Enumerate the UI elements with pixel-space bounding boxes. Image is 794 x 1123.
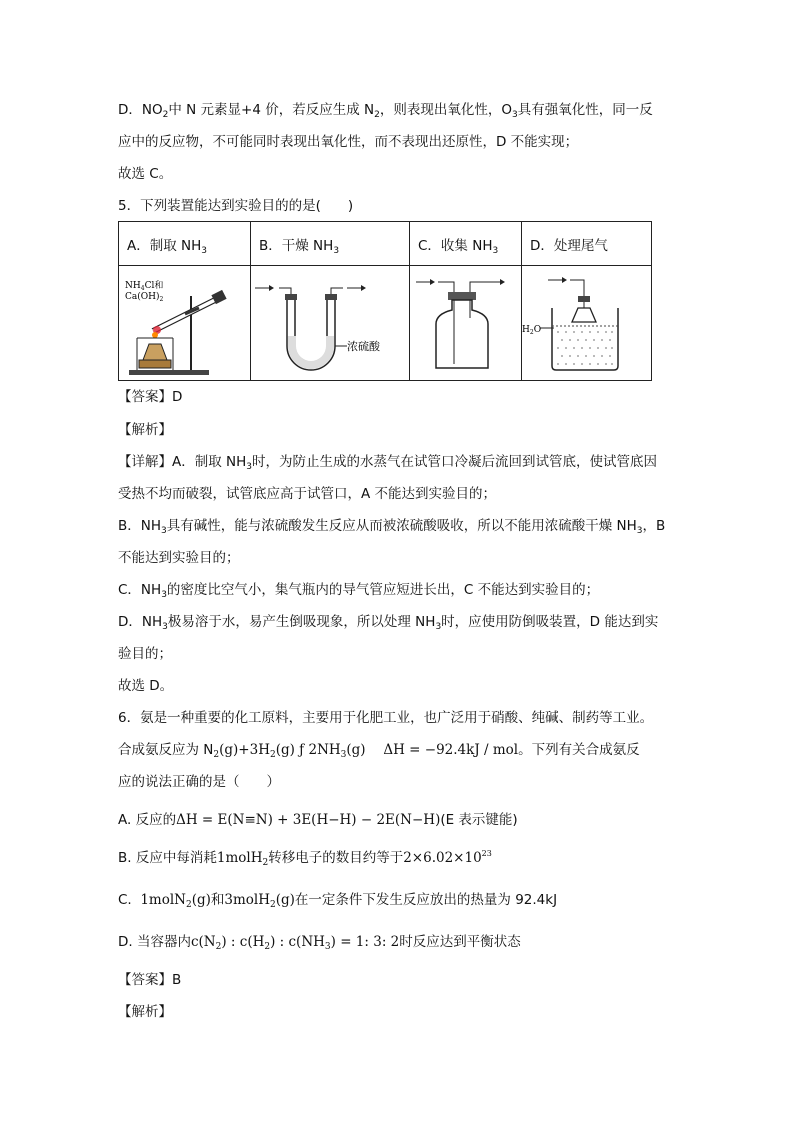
q6-option-b: B. 反应中每消耗1molH$_2$转移电子的数目约等于$2\times 6.02\times 10^{23}$ xyxy=(118,849,492,868)
q6-analysis-heading: 【解析】 xyxy=(118,1004,172,1020)
q5-detail-c: C．$NH_3$的密度比空气小，集气瓶内的导气管应短进长出，C 不能达到实验目的； xyxy=(118,582,600,600)
q6-option-d: D. 当容器内$c(N_2)$ : $c(H_2)$ : $c(NH_3) = 1$: 3: 2时反应达到平衡状态 xyxy=(118,934,521,952)
q5-figure-d xyxy=(522,266,652,381)
u-tube-drying-icon xyxy=(251,268,407,378)
q5-analysis-heading: 【解析】 xyxy=(118,422,172,438)
q4-option-d-line2: 应中的反应物，不可能同时表现出氧化性，而不表现出还原性，D 不能实现； xyxy=(118,134,579,150)
q4-choose: 故选 C。 xyxy=(118,166,173,182)
q6-stem-line1: 6．氨是一种重要的化工原料，主要用于化肥工业，也广泛用于硝酸、纯碱、制药等工业。 xyxy=(118,710,654,726)
q5-detail-d-line1: D．$NH_3$极易溶于水，易产生倒吸现象，所以处理 $NH_3$时，应使用防倒吸装置，D 能达到实 xyxy=(118,614,659,632)
svg-text:浓硫酸: 浓硫酸 xyxy=(347,340,380,353)
svg-text:Ca(OH)2: $Ca(OH)_2$ xyxy=(125,292,164,303)
q6-option-a: A. 反应的ΔH = E(N≡N) + 3E(H−H) − 2E(N−H)(E 表示键能) xyxy=(118,812,518,828)
q6-answer: 【答案】B xyxy=(118,972,182,988)
q5-detail-b-line2: 不能达到实验目的； xyxy=(118,550,240,566)
q5-header-a: A．制取 $NH_3$ xyxy=(119,222,251,266)
q4-option-d-line1: D．$NO_2$中 N 元素显+4 价，若反应生成 $N_2$，则表现出氧化性，$O_3$具有强氧化性，同一反 xyxy=(118,102,653,120)
q5-apparatus-table xyxy=(118,221,652,381)
gas-bottle-icon xyxy=(410,268,518,378)
q6-option-c: C. 1molN$_2$(g)和3molH$_2$(g)在一定条件下发生反应放出的热量为 92.4kJ xyxy=(118,892,558,910)
q5-answer: 【答案】D xyxy=(118,389,183,405)
q5-stem: 5．下列装置能达到实验目的的是( ) xyxy=(118,198,354,214)
heating-apparatus-icon xyxy=(119,268,245,378)
q6-stem-line3: 应的说法正确的是（ ） xyxy=(118,774,280,790)
svg-text:H2O: $H_2O$ xyxy=(522,325,542,336)
q5-header-b: B．干燥 $NH_3$ xyxy=(251,222,410,266)
q5-figure-c xyxy=(410,266,522,381)
inverted-funnel-beaker-icon xyxy=(522,268,648,378)
svg-text:NH4Cl和: $NH_4Cl$和 xyxy=(125,281,164,292)
q5-header-d: D．处理尾气 xyxy=(522,222,652,266)
q5-detail-d-line2: 验目的； xyxy=(118,646,172,662)
q6-stem-line2: 合成氨反应为 $N_2(g)+3H_2(g)$ ƒ $2NH_3(g)$ ΔH = −92.4kJ / mol。下列有关合成氨反 xyxy=(118,742,640,760)
q5-detail-line1: 【详解】A．制取 $NH_3$时，为防止生成的水蒸气在试管口冷凝后流回到试管底，使试管底因 xyxy=(118,454,658,472)
q5-header-c: C．收集 $NH_3$ xyxy=(410,222,522,266)
q5-detail-b-line1: B．$NH_3$具有碱性，能与浓硫酸发生反应从而被浓硫酸吸收，所以不能用浓硫酸干燥 $NH_3$，B xyxy=(118,518,666,536)
q5-figure-b xyxy=(251,266,410,381)
q5-figure-a xyxy=(119,266,251,381)
q5-choose: 故选 D。 xyxy=(118,678,174,694)
q5-detail-line2: 受热不均而破裂，试管底应高于试管口，A 不能达到实验目的； xyxy=(118,486,497,502)
